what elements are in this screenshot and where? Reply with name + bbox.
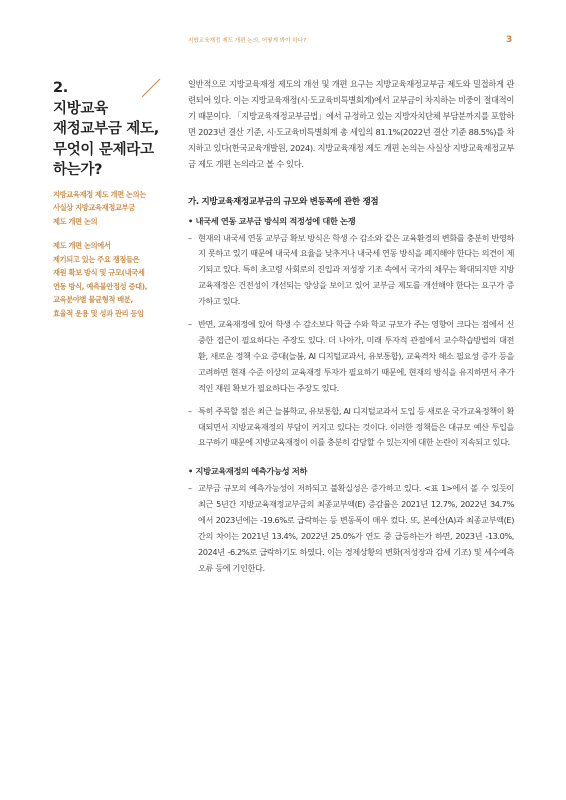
side-note-summary [53,188,163,229]
list-item-text: 현재의 내국세 연동 교부금 확보 방식은 학생 수 감소와 같은 교육환경의 변화를 충분히 반영하지 못하고 있기 때문에 내국세 요율을 낮추거나 내국세 연동 방식을 폐지해야 한다는 의견이 제기되고 있다. 특히 초고령 사회로의 진입과 저성장 기조 속에서 국가의 채무는 확대되지만 지방교육재정은 건전성이 개선되는 양상을 보이고 있어 교부금 제도를 개선해야 한다는 요구가 증가하고 있다. [198,232,514,307]
dash-marker: – [188,405,192,416]
section-title-line: 하는가? [53,162,103,178]
page-number: 3 [506,35,513,45]
section-title-line: 재정교부금 제도, [53,121,159,137]
side-note-line: 제기되고 있는 주요 쟁점들은 [53,254,140,264]
section-title-line: 무엇이 문제라고 [53,141,154,158]
subsection-title: 가. 지방교육재정교부금의 규모와 변동폭에 관한 쟁점 [188,196,379,207]
sidebar [53,78,163,320]
section-title [53,78,163,181]
dash-list [188,481,514,576]
section-title-line: 지방교육 [53,100,108,117]
intro-paragraph: 일반적으로 지방교육재정 제도의 개선 및 개편 요구는 지방교육재정교부금 제도와 밀접하게 관련되어 있다. 이는 지방교육재정(시·도교육비특별회계)에서 교부금이 차지하는 비중이 절대적이기 때문이다. 「지방교육재정교부금법」에서 규정하고 있는 지방자치단체 부담분까지를 포함하면 2023년 결산 기준, 시·도교육비특별회계 총 세입의 81.1%(2022년 결산 기준 88.5%)를 차지하고 있다(한국교육개발원, 2024). 지방교육재정 제도 개편 논의는 사실상 지방교육재정교부금 제도 개편 논의라고 볼 수 있다. [188,79,514,170]
dash-list [188,231,514,452]
bullet-heading: • 지방교육재정의 예측가능성 저하 [188,466,308,477]
side-note-line: 제도 개편 논의에서 [53,241,111,250]
section-number: 2. [53,80,68,96]
side-note-line: 사실상 지방교육재정교부금 [53,203,135,212]
list-item [188,404,514,452]
list-item-text: 반면, 교육재정에 있어 학생 수 감소보다 학급 수와 학교 규모가 주는 영향이 크다는 점에서 신중한 접근이 필요하다는 주장도 있다. 더 나아가, 미래 투자적 관점에서 교수학습방법의 대전환, 새로운 정책 수요 증대(늘봄, AI 디지털교과서, 유보통합), 교육격차 해소 필요성 증가 등을 고려하면 현재 수준 이상의 교육재정 투자가 필요하기 때문에, 현재의 방식을 유지하면서 추가적인 재원 확보가 필요하다는 주장도 있다. [198,319,514,393]
list-item-text: 특히 주목할 점은 최근 늘봄학교, 유보통합, AI 디지털교과서 도입 등 새로운 국가교육정책이 확대되면서 지방교육재정의 부담이 커지고 있다는 것이다. 이러한 정책들은 대규모 예산 투입을 요구하기 때문에 지방교육재정이 이를 충분히 감당할 수 있는지에 대한 논란이 지속되고 있다. [198,405,514,448]
side-note-line: 연동 방식, 예측불안정성 증대), [53,281,148,291]
dash-marker: – [188,483,192,494]
list-item [188,481,514,576]
side-note-line: 지방교육재정 제도 개편 논의는 [53,189,146,199]
side-note-line: 제도 개편 논의 [53,216,98,226]
main-content [188,76,514,584]
list-item [188,317,514,397]
side-note-line: 재원 확보 방식 및 규모(내국세 [53,268,145,277]
side-note-line: 교육분야별 불균형적 배분, [53,295,133,304]
side-note-line: 효율적 운용 및 성과 관리 등임 [53,308,144,318]
dash-marker: – [188,232,192,243]
running-header: 지방교육재정 제도 개편 논의, 어떻게 봐야 하나? [188,38,307,44]
bullet-heading: • 내국세 연동 교부금 방식의 적정성에 대한 논쟁 [188,215,356,226]
dash-marker: – [188,319,192,330]
list-item [188,231,514,311]
side-note-issues [53,239,163,320]
list-item-text: 교부금 규모의 예측가능성이 저하되고 불확실성은 증가하고 있다. <표 1>에서 볼 수 있듯이 최근 5년간 지방교육재정교부금의 최종교부액(E) 증감률은 2021년 12.7%, 2022년 34.7%에서 2023년에는 -19.6%로 급락하는 등 변동폭이 매우 컸다. 또, 본예산(A)과 최종교부액(E) 간의 차이는 2021년 13.4%, 2022년 25.0%가 연도 중 급등하는가 하면, 2023년 -13.0%, 2024년 -6.2%로 급락하기도 하였다. 이는 경제상황의 변화(저성장과 감세 기조) 및 세수예측 오류 등에 기인한다. [198,483,514,573]
